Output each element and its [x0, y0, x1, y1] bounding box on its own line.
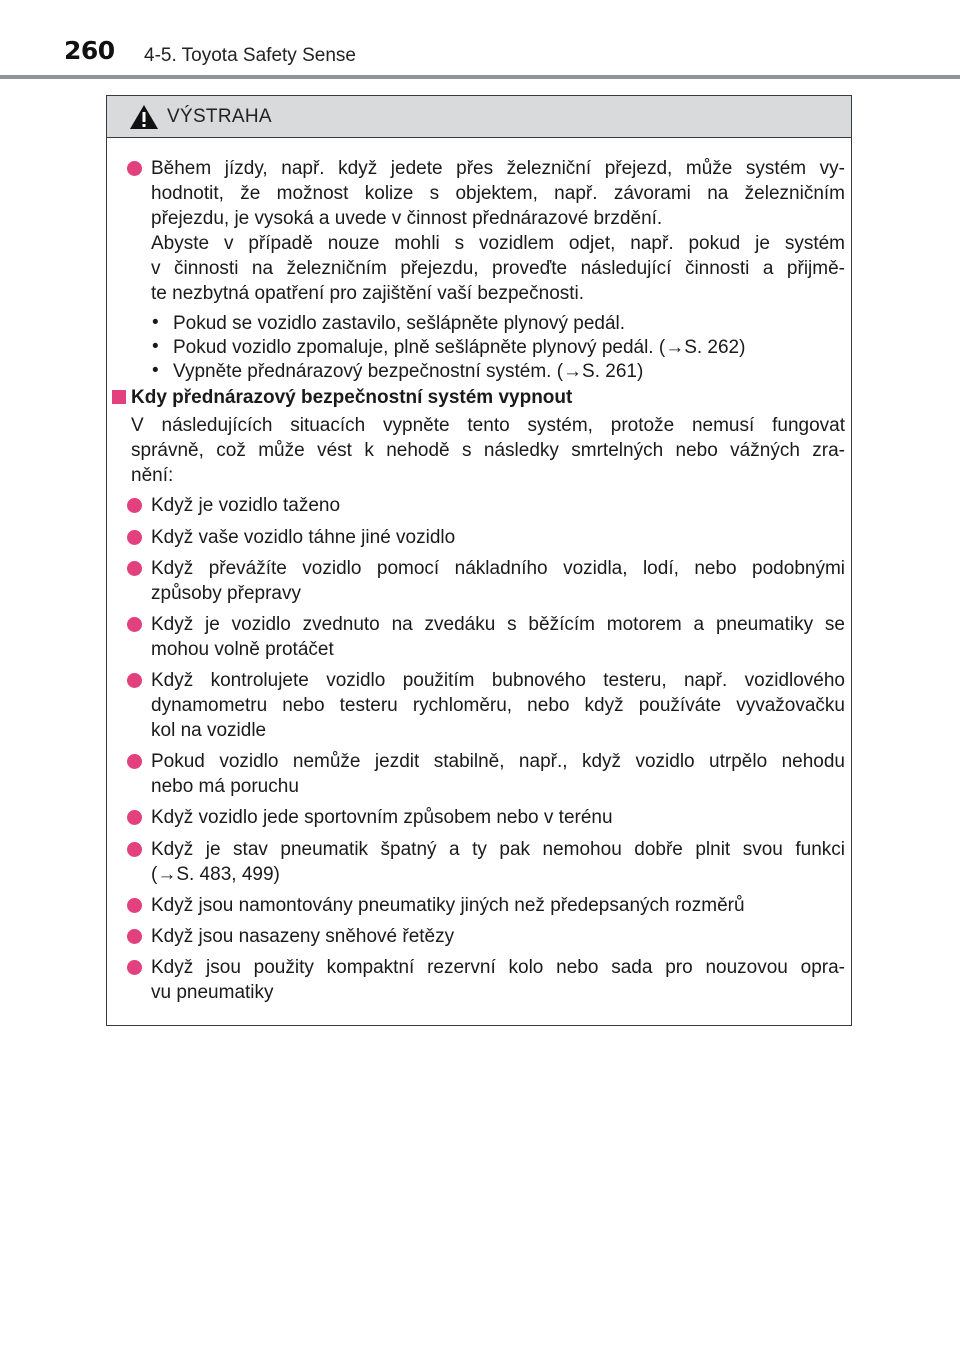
dot-icon: • — [152, 312, 159, 333]
bullet-icon — [127, 498, 142, 513]
intro-line: te nezbytná opatření pro zajištění vaší bezpečnosti. — [151, 283, 585, 304]
paragraph-line: nění: — [131, 465, 174, 486]
list-item: Když jsou nasazeny sněhové řetězy — [151, 926, 455, 947]
bullet-icon — [127, 617, 142, 632]
square-bullet-icon — [112, 390, 126, 404]
list-item: Když je vozidlo zvednuto na zvedáku s běžícím motorem a pneumatiky se — [151, 614, 845, 635]
list-item: Když převážíte vozidlo pomocí nákladního vozidla, lodí, nebo podobnými — [151, 558, 845, 579]
warning-box — [106, 95, 852, 1026]
warning-header — [107, 96, 851, 138]
section-heading: Kdy přednárazový bezpečnostní systém vypnout — [131, 387, 573, 408]
bullet-icon — [127, 960, 142, 975]
dot-icon: • — [152, 360, 159, 381]
page-number: 260 — [64, 36, 115, 65]
intro-line: v činnosti na železničním přejezdu, proveďte následující činnosti a přijmě- — [151, 258, 845, 279]
list-item: Když je vozidlo taženo — [151, 495, 341, 516]
intro-line: Během jízdy, např. když jedete přes železniční přejezd, může systém vy- — [151, 158, 845, 179]
sub-item: Vypněte přednárazový bezpečnostní systém. (→S. 261) — [173, 361, 644, 382]
list-item: způsoby přepravy — [151, 583, 301, 604]
bullet-icon — [127, 561, 142, 576]
list-item: vu pneumatiky — [151, 982, 274, 1003]
paragraph-line: správně, což může vést k nehodě s následky smrtelných nebo vážných zra- — [131, 440, 845, 461]
bullet-icon — [127, 161, 142, 176]
list-item: Když je stav pneumatik špatný a ty pak nemohou dobře plnit svou funkci — [151, 839, 845, 860]
list-item: kol na vozidle — [151, 720, 267, 741]
list-item: Když vaše vozidlo táhne jiné vozidlo — [151, 527, 456, 548]
list-item: (→S. 483, 499) — [151, 864, 280, 885]
sub-item: Pokud se vozidlo zastavilo, sešlápněte plynový pedál. — [173, 313, 626, 334]
intro-line: Abyste v případě nouze mohli s vozidlem odjet, např. pokud je systém — [151, 233, 845, 254]
warning-label: VÝSTRAHA — [167, 106, 272, 127]
dot-icon: • — [152, 336, 159, 357]
list-item: Pokud vozidlo nemůže jezdit stabilně, např., když vozidlo utrpělo nehodu — [151, 751, 845, 772]
header-rule — [0, 75, 960, 79]
bullet-icon — [127, 810, 142, 825]
list-item: mohou volně protáčet — [151, 639, 334, 660]
bullet-icon — [127, 673, 142, 688]
page-header — [0, 0, 960, 80]
bullet-icon — [127, 754, 142, 769]
bullet-icon — [127, 530, 142, 545]
list-item: Když vozidlo jede sportovním způsobem nebo v terénu — [151, 807, 613, 828]
list-item: nebo má poruchu — [151, 776, 299, 797]
sub-item: Pokud vozidlo zpomaluje, plně sešlápněte plynový pedál. (→S. 262) — [173, 337, 746, 358]
paragraph-line: V následujících situacích vypněte tento systém, protože nemusí fungovat — [131, 415, 845, 436]
bullet-icon — [127, 929, 142, 944]
warning-triangle-icon — [129, 104, 159, 130]
bullet-icon — [127, 898, 142, 913]
list-item: Když kontrolujete vozidlo použitím bubnového testeru, např. vozidlového — [151, 670, 845, 691]
intro-line: přejezdu, je vysoká a uvede v činnost přednárazové brzdění. — [151, 208, 663, 229]
list-item: dynamometru nebo testeru rychloměru, nebo když používáte vyvažovačku — [151, 695, 845, 716]
section-title: 4-5. Toyota Safety Sense — [144, 45, 356, 66]
list-item: Když jsou namontovány pneumatiky jiných než předepsaných rozměrů — [151, 895, 745, 916]
bullet-icon — [127, 842, 142, 857]
intro-line: hodnotit, že možnost kolize s objektem, např. závorami na železničním — [151, 183, 845, 204]
list-item: Když jsou použity kompaktní rezervní kolo nebo sada pro nouzovou opra- — [151, 957, 845, 978]
